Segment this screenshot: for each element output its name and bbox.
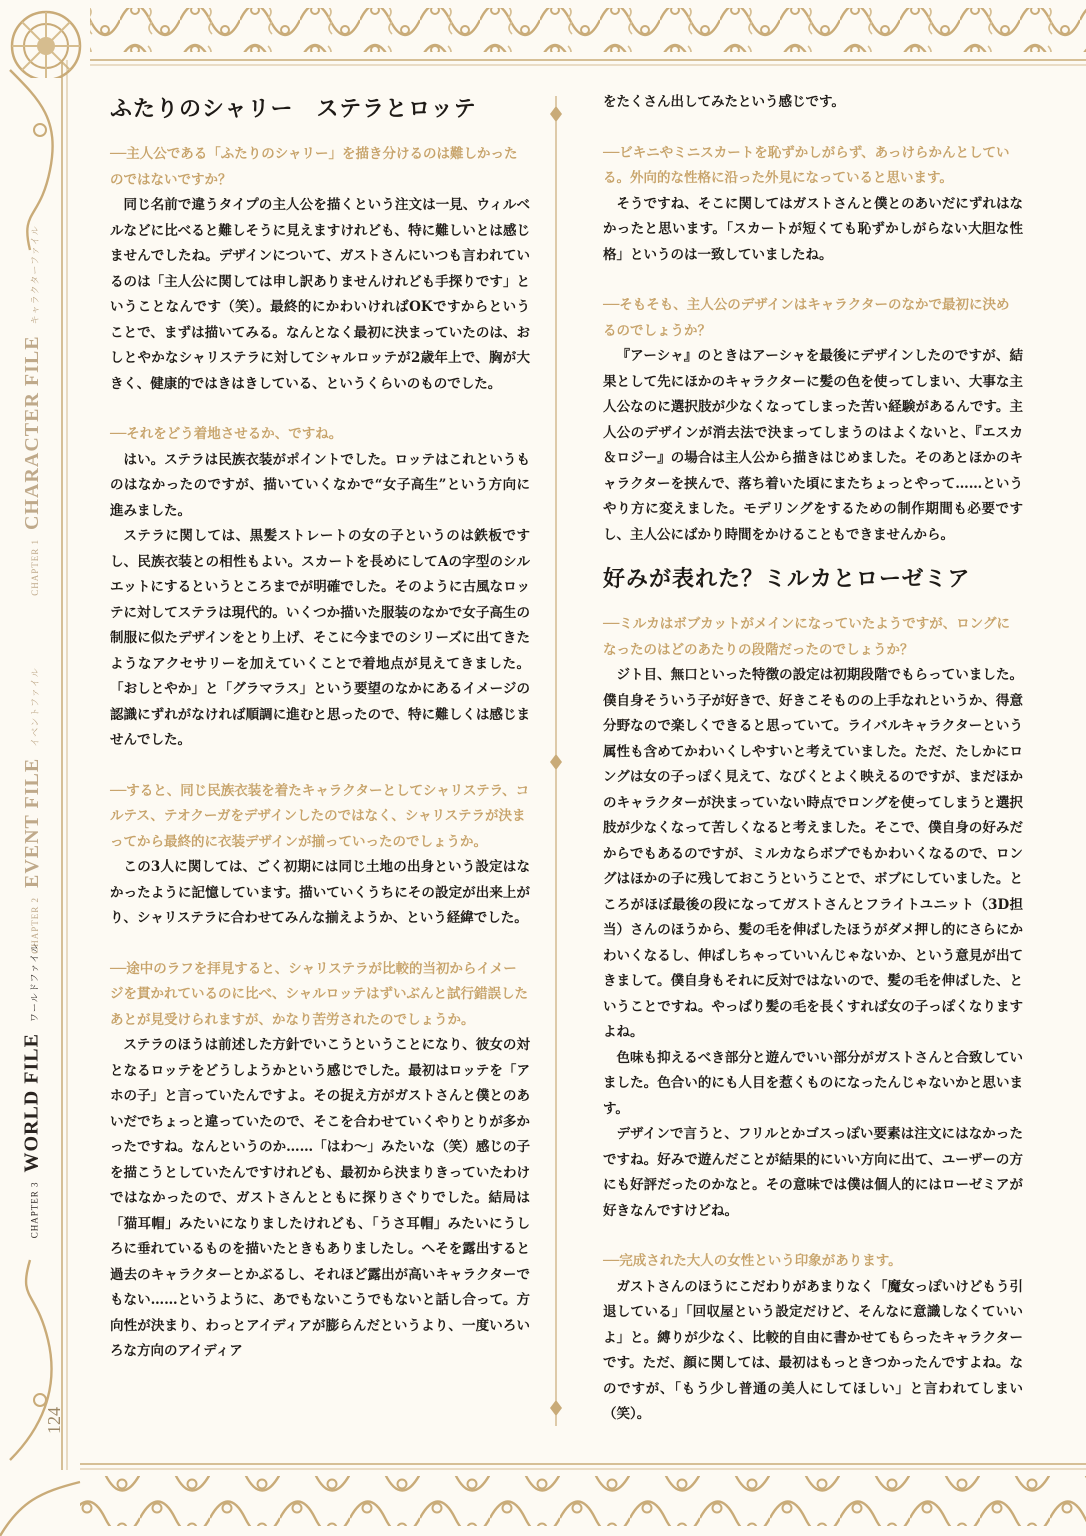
interview-answer: ジト目、無口といった特徴の設定は初期段階でもらっていました。僕自身そういう子が好きで、好きこそものの上手なれというか、得意分野なので楽しくできると思っていて。ライバルキャラクターという属性も含めてかわいくしやすいと考えていました。ただ、たしかにロングは女の子っぽく見えて、なびくとよく映えるのですが、まだほかのキャラクターが決まっていない時点でロングを使ってしまうと選択肢が少なくなって苦しくなると考えました。そこで、僕自身の好みだからでもあるのですが、ミルカならボブでもかわいくなるので、ロングはほかの子に残しておこうということで、ボブにしていました。ところがほぼ最後の段になってガストさんとフライトユニット（3D担当）さんのほうから、髪の毛を伸ばしたほうがダメ押し的にさらにかわいくなるし、伸ばしちゃっていいんじゃないか、という意見が出てきまして。僕自身もそれに反対ではないので、髪の毛を伸ばした、ということですね。やっぱり髪の毛を長くすれば女の子っぽくなりますよね。 (603, 667, 1023, 1040)
interview-answer: デザインで言うと、フリルとかゴスっぽい要素は注文にはなかったですね。好みで遊んだことが結果的にいい方向に出て、ユーザーの方にも好評だったのかなと。その意味では僕は個人的にはローゼミアが好きなんですけどね。 (603, 1126, 1023, 1219)
interview-answer: ガストさんのほうにこだわりがあまりなく「魔女っぽいけどもう引退している」「回収屋という設定だけど、そんなに意識しなくていいよ」と。縛りが少なく、比較的自由に書かせてもらったキャラクターです。ただ、顔に関しては、最初はもっときつかったんですよね。なのですが、「もう少し普通の美人にしてほしい」と言われてしまい（笑）。 (603, 1278, 1023, 1422)
side-tab-name: CHARACTER FILE (20, 334, 43, 530)
side-tab-chapter: CHAPTER 2 (29, 896, 40, 954)
chapter-side-tabs (10, 200, 54, 1430)
interview-question: ──ミルカはボブカットがメインになっていたようですが、ロングになったのはどのあたりの段階だったのでしょうか？ (603, 616, 1010, 658)
left-column (110, 90, 530, 1365)
interview-question: ──それをどう着地させるか、ですね。 (110, 426, 343, 442)
interview-answer: この3人に関しては、ごく初期には同じ土地の出身という設定はなかったように記憶しています。描いていくうちにその設定が出来上がり、シャリステラに合わせてみんな揃えようか、という経緯でした。 (110, 859, 530, 926)
interview-question: ──ビキニやミニスカートを恥ずかしがらず、あっけらかんとしている。外向的な性格に沿った外見になっていると思います。 (603, 144, 1010, 186)
interview-answer: はい。ステラは民族衣装がポイントでした。ロッテはこれというものはなかったのですが、描いていくなかで“女子高生”という方向に進みました。 (110, 451, 530, 519)
interview-question: ──途中のラフを拝見すると、シャリステラが比較的当初からイメージを貫かれているのに比べ、シャルロッテはずいぶんと試行錯誤したあとが見受けられますが、かなり苦労されたのでしょうか。 (110, 960, 528, 1028)
interview-answer: そうですね、そこに関してはガストさんと僕とのあいだにずれはなかったと思います。「スカートが短くても恥ずかしがらない大胆な性格」というのは一致していましたね。 (603, 195, 1023, 263)
page-number: 124 (44, 1407, 64, 1434)
side-tab-name: EVENT FILE (20, 757, 43, 888)
side-tab-chapter: CHAPTER 1 (29, 538, 40, 596)
column-divider (548, 96, 564, 1426)
interview-answer: 色味も抑えるべき部分と遊んでいい部分がガストさんと合致していました。色合い的にも人目を惹くものになったんじゃないかと思います。 (603, 1049, 1023, 1117)
interview-answer: 『アーシャ』のときはアーシャを最後にデザインしたのですが、結果として先にほかのキャラクターに髪の色を使ってしまい、大事な主人公なのに選択肢が少なくなってしまった苦い経験があるんです。主人公のデザインが消去法で決まってしまうのはよくないと、『エスカ＆ロジー』の場合は主人公から描きはじめました。そのあとほかのキャラクターを挟んで、落ち着いた頃にまたちょっとやって……というやり方に変えました。モデリングをするための制作期間も必要ですし、主人公にばかり時間をかけることもできませんから。 (603, 348, 1023, 543)
side-tab-chapter: CHAPTER 3 (29, 1181, 40, 1238)
interview-answer: ステラのほうは前述した方針でいこうということになり、彼女の対となるロッテをどうしようかという感じでした。最初はロッテを「アホの子」と言っていたんですよ。その捉え方がガストさんと僕とのあいだでちょっと違っていたので、そこを合わせていくやりとりが多かったですね。なんというのか……「はわ～」みたいな（笑）感じの子を描こうとしていたんですけれども、最初から決まりきっていたわけではなかったので、ガストさんとともに探りさぐりでした。結局は「猫耳帽」みたいになりましたけれども、「うさ耳帽」みたいにうしろに垂れているものを描いたときもありましたし。へそを露出すると過去のキャラクターとかぶるし、それほど露出が高いキャラクターでもない……というように、あでもないこうでもないと話し合って。方向性が決まり、わっとアイディアが膨らんだというより、一度いろいろな方向のアイディア (110, 1037, 530, 1359)
side-tab-kana: キャラクターファイル (30, 224, 41, 324)
side-tab-world-file[interactable] (10, 942, 54, 1238)
side-tab-character-file[interactable] (10, 200, 54, 620)
section-heading: ふたりのシャリー ステラとロッテ (110, 96, 477, 122)
interview-answer: ステラに関しては、黒髪ストレートの女の子というのは鉄板ですし、民族衣装との相性もよい。スカートを長めにしてAの字型のシルエットにするというところまでが明確でした。そのように古風なロッテに対してステラは現代的。いくつか描いた服装のなかで女子高生の制服に似たデザインをとり上げ、そこに今までのシリーズに出てきたようなアクセサリーを加えていくことで着地点が見えてきました。「おしとやか」と「グラマラス」という要望のなかにあるイメージの認識にずれがなければ順調に進むと思ったので、特に難しくは感じませんでした。 (110, 528, 530, 748)
interview-question: ──完成された大人の女性という印象があります。 (603, 1253, 902, 1269)
side-tab-kana: ワールドファイル (30, 942, 41, 1022)
interview-question: ──そもそも、主人公のデザインはキャラクターのなかで最初に決めるのでしょうか？ (603, 297, 1010, 339)
right-column (603, 90, 1023, 1428)
interview-answer: 同じ名前で違うタイプの主人公を描くという注文は一見、ウィルベルなどに比べると難しそうに見えますけれども、特に難しいとは感じませんでしたね。デザインについて、ガストさんにいつも言われているのは「主人公に関しては申し訳ありませんけれども手探りです」ということなんです（笑）。最終的にかわいければOKですからということで、まずは描いてみる。なんとなく最初に決まっていたのは、おしとやかなシャリステラに対してシャルロッテが2歳年上で、胸が大きく、健康的ではきはきしている、というくらいのものでした。 (110, 197, 530, 392)
section-heading: 好みが表れた？ミルカとローゼミア (603, 566, 971, 592)
ornamental-top-border (0, 0, 1086, 78)
ornamental-bottom-border (0, 1452, 1086, 1536)
side-tab-kana: イベントファイル (30, 666, 41, 747)
side-tab-name: WORLD FILE (20, 1032, 43, 1173)
interview-answer-continued: をたくさん出してみたという感じです。 (603, 94, 845, 110)
interview-question: ──主人公である「ふたりのシャリー」を描き分けるのは難しかったのではないですか？ (110, 146, 518, 188)
interview-question: ──すると、同じ民族衣装を着たキャラクターとしてシャリステラ、コルテス、テオクーガをデザインしたのではなく、シャリステラが決まってから最終的に衣装デザインが揃っていったのでしょうか。 (110, 782, 530, 850)
side-tab-event-file[interactable] (10, 640, 54, 980)
